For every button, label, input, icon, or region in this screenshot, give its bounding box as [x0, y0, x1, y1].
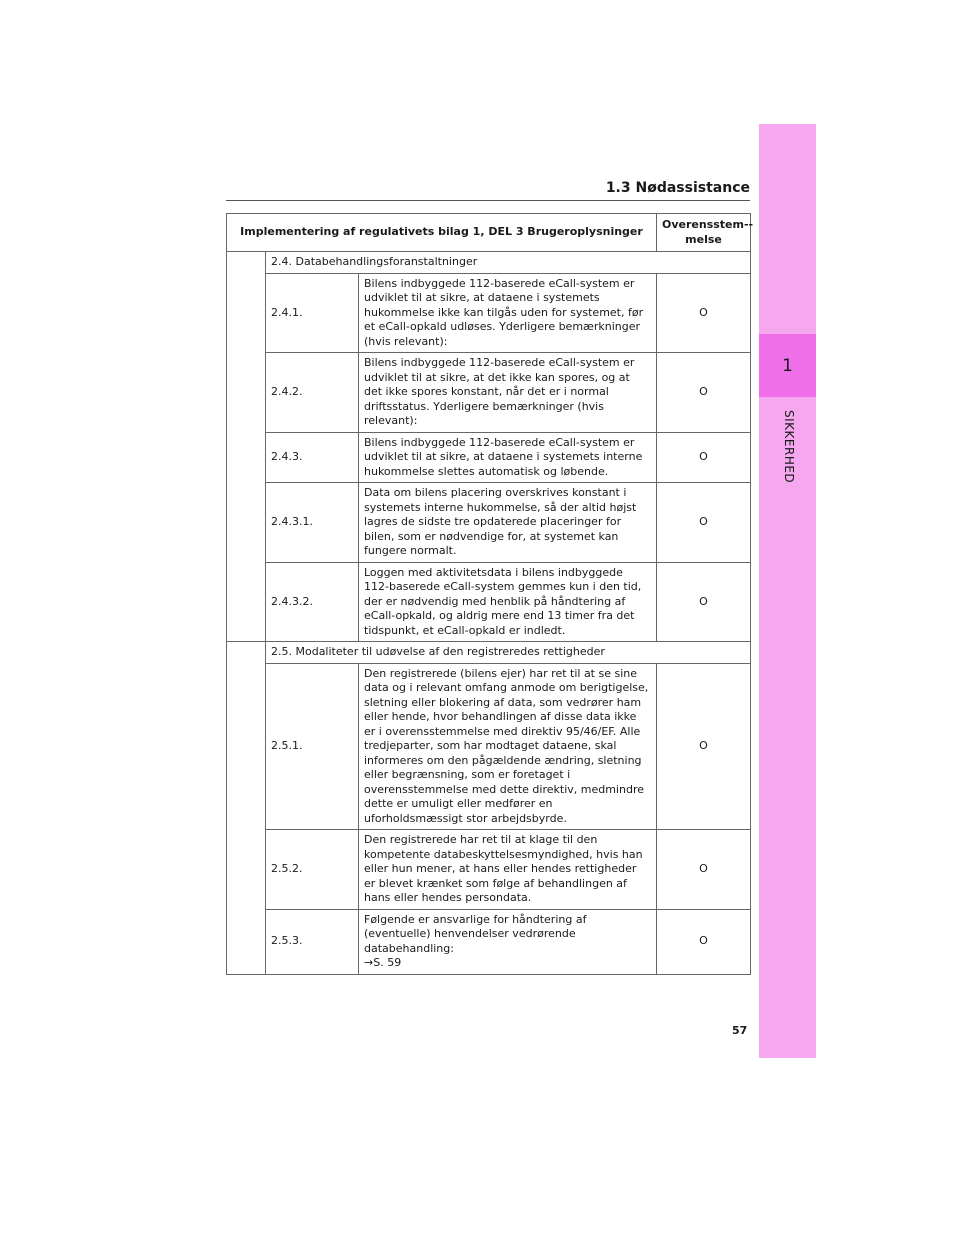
title-divider: [226, 200, 750, 201]
header-main: Implementering af regulativets bilag 1, DEL 3 Brugeroplysninger: [227, 214, 657, 252]
section-row: [227, 642, 751, 664]
section-title: 1.3 Nødassistance: [605, 180, 750, 196]
row-number: 2.4.1.: [266, 273, 359, 353]
row-text: Data om bilens placering overskrives konstant i systemets interne hukommelse, så der altid højst lagres de sidste tre opdaterede placeringer for bilen, som er nødvendige for, at systemet kan fungere normalt.: [359, 483, 657, 563]
row-number: 2.5.1.: [266, 663, 359, 830]
row-mark: O: [657, 483, 751, 563]
row-number: 2.4.3.: [266, 432, 359, 483]
row-text: Bilens indbyggede 112-baserede eCall-system er udviklet til at sikre, at dataene i systemets interne hukommelse slettes automatisk og løbende.: [359, 432, 657, 483]
table-row: [227, 483, 751, 563]
chapter-number-tab[interactable]: [759, 334, 816, 397]
section-title-cell: 2.5. Modaliteter til udøvelse af den registreredes rettigheder: [266, 642, 751, 664]
table-row: [227, 909, 751, 974]
regulation-table: [226, 213, 754, 975]
row-text: Den registrerede (bilens ejer) har ret til at se sine data og i relevant omfang anmode om berigtigelse, sletning eller blokering af data, som vedrører ham eller hende, hvor behandlingen af disse data ikke er i overensstemmelse med direktiv 95/46/EF. Alle tredjeparter, som har modtaget dataene, skal informeres om den pågældende ændring, sletning eller begrænsning, som er foretaget i overensstemmelse med dette direktiv, medmindre dette er umuligt eller medfører en uforholdsmæssigt stor arbejdsbyrde.: [359, 663, 657, 830]
row-text: Loggen med aktivitetsdata i bilens indbyggede 112-baserede eCall-system gemmes kun i den tid, der er nødvendig med henblik på håndtering af eCall-opkald, og aldrig mere end 13 timer fra det tidspunkt, et eCall-opkald er indledt.: [359, 562, 657, 642]
row-number: 2.4.3.1.: [266, 483, 359, 563]
row-number: 2.5.3.: [266, 909, 359, 974]
table-row: [227, 663, 751, 830]
row-mark: O: [657, 432, 751, 483]
table-row: [227, 562, 751, 642]
row-text: Bilens indbyggede 112-baserede eCall-system er udviklet til at sikre, at dataene i systemets hukommelse ikke kan tilgås uden for systemet, før et eCall-opkald udløses. Yderligere bemærkninger (hvis relevant):: [359, 273, 657, 353]
row-mark: O: [657, 562, 751, 642]
table-header-row: [227, 214, 751, 252]
section-row: [227, 252, 751, 274]
row-text-cell: [359, 909, 657, 974]
indent-cell: [227, 642, 266, 975]
chapter-number: 1: [782, 355, 793, 376]
row-number: 2.4.3.2.: [266, 562, 359, 642]
chapter-label: SIKKERHED: [782, 410, 796, 484]
row-text: Bilens indbyggede 112-baserede eCall-system er udviklet til at sikre, at det ikke kan spores, og at det ikke spores konstant, når det er i normal driftsstatus. Yderligere bemærkninger (hvis relevant):: [359, 353, 657, 433]
row-number: 2.4.2.: [266, 353, 359, 433]
table-row: [227, 273, 751, 353]
indent-cell: [227, 252, 266, 642]
row-mark: O: [657, 909, 751, 974]
table-row: [227, 830, 751, 910]
row-mark: O: [657, 663, 751, 830]
header-compliance: Overensstem-melse: [657, 214, 751, 252]
page-reference-link[interactable]: →S. 59: [364, 956, 402, 969]
table-row: [227, 432, 751, 483]
row-text: Den registrerede har ret til at klage til den kompetente databeskyttelsesmyndighed, hvis han eller hun mener, at hans eller hendes rettigheder er blevet krænket som følge af behandlingen af hans eller hendes persondata.: [359, 830, 657, 910]
row-text: Følgende er ansvarlige for håndtering af (eventuelle) henvendelser vedrørende databehandling:: [364, 912, 587, 955]
row-mark: O: [657, 273, 751, 353]
row-mark: O: [657, 353, 751, 433]
chapter-side-tab: [759, 124, 816, 1058]
row-number: 2.5.2.: [266, 830, 359, 910]
table-row: [227, 353, 751, 433]
row-mark: O: [657, 830, 751, 910]
page-number: 57: [732, 1024, 748, 1037]
section-title-cell: 2.4. Databehandlingsforanstaltninger: [266, 252, 751, 274]
